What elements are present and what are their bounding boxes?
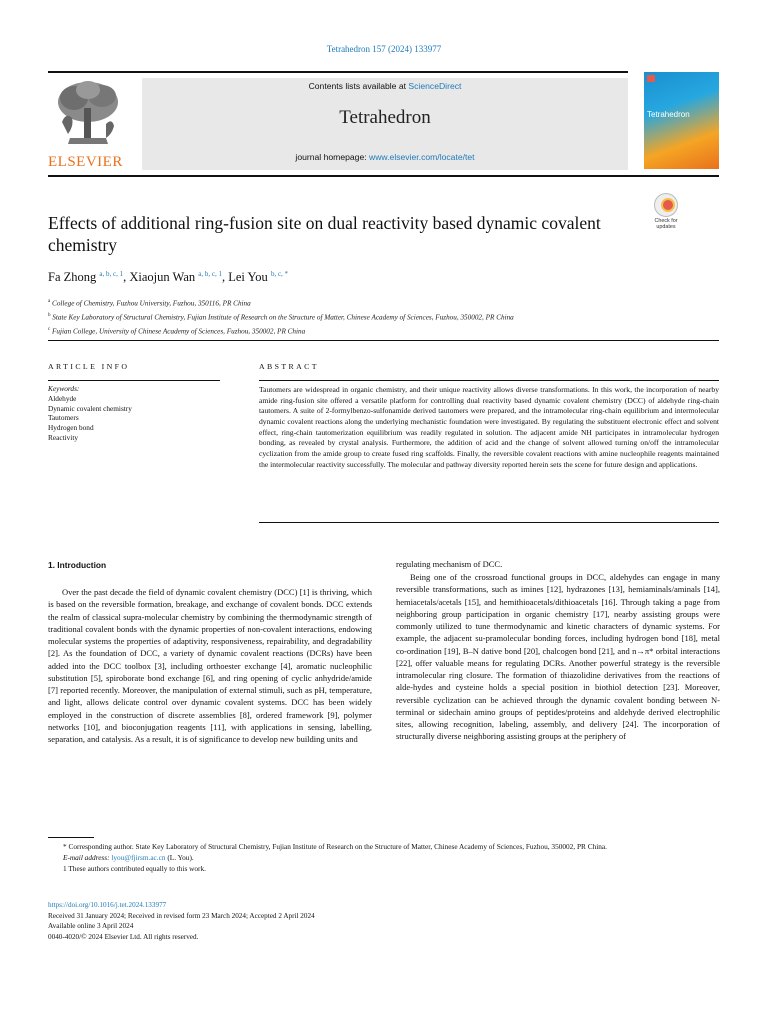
homepage-link[interactable]: www.elsevier.com/locate/tet xyxy=(369,152,475,162)
received-dates: Received 31 January 2024; Received in revised form 23 March 2024; Accepted 2 April 2024 xyxy=(48,911,315,920)
journal-name: Tetrahedron xyxy=(339,107,431,128)
article-info-rule xyxy=(48,380,220,381)
email-link[interactable]: lyou@fjirsm.ac.cn xyxy=(111,852,166,862)
intro-paragraph-2: Being one of the crossroad functional groups in DCC, aldehydes can engage in many reversible transformations, such as imines [12], hydrazones [13], hemiaminals/aminals [14], hemiacetals/acetals [15], and hemithioacetals/dithioacetals [16]. Through taking a page from neighboring group participation in organic chemistry [17], nearby assisting groups were commonly utilized to tune thermodynamic and kinetic characters of dynamic systems. For example, the adjacent su-pramolecular bonding forces, including hydrogen bond [18], metal co-ordination [19], B–N dative bond [20], chalcogen bond [21], and n→π* orbital interactions [22], offer valuable means for regulating DCRs. Another powerful strategy is the reversible intramolecular ring closure. The formation of thiazolidine derivatives from the reactions of alde-hydes and cysteine holds a special position in biothiol detection [23]. Moreover, reversible cyclization can be achieved through the dynamic covalent bonding between N-terminal or sidechain amino groups of peptides/proteins and aldehyde derived electrophilic sites, allowing recognition, labeling, assembly, and delivery [24]. The incorporation of structurally diverse neighboring assisting groups at the periphery of xyxy=(396,572,720,742)
abstract-heading: ABSTRACT xyxy=(259,362,319,371)
email-suffix: (L. You). xyxy=(167,852,194,862)
contents-prefix: Contents lists available at xyxy=(308,81,407,91)
check-for-updates-badge[interactable] xyxy=(646,193,686,229)
check-updates-label: Check for updates xyxy=(654,218,678,230)
equal-contribution-note: 1 These authors contributed equally to this work. xyxy=(63,863,206,873)
sciencedirect-link[interactable]: ScienceDirect xyxy=(408,81,462,91)
affiliation-item: $^b$ State Key Laboratory of Structural Chemistry, Fujian Institute of Research on the Structure of Matter, Chinese Academy of Sciences, Fuzhou, 350002, PR China xyxy=(48,312,514,322)
homepage-label: journal homepage: xyxy=(295,152,367,162)
article-info-top-rule xyxy=(48,340,719,341)
author-name[interactable]: Fa Zhong xyxy=(48,270,97,285)
intro-paragraph-1: Over the past decade the field of dynamic covalent chemistry (DCC) [1] is thriving, which is based on the reversible formation, breakage, and exchange of covalent bonds. DCC extends the realm of classical supra-molecular chemistry by combining the thermodynamic strength of traditional covalent bonds with the dynamic properties of non-covalent interactions, endowing molecular systems the properties of adaptivity, responsiveness, repairability, and degradability [2]. As the foundation of DCC, a variety of dynamic covalent reactions (DCRs) have been added into the DCC toolbox [3], including orthoester exchange [4], aromatic nucleophilic substitution [5], spiroborate bond exchange [6], and ring opening of cyclic anhydride/amide [7] reported recently. Moreover, the manipulation of external stimuli, such as pH, temperature, and light, allows delicate control over dynamic covalent systems. DCC has been widely employed in the construction of discrete assemblies [8], ordered framework [9], polymer networks [10], and bioconjugation reagents [11], with applications in sensing, labelling, separation, and catalysis. As a result, it is of significance to develop new building units and xyxy=(48,587,372,744)
article-title: Effects of additional ring-fusion site on dual reactivity based dynamic covalent chemistry xyxy=(48,213,601,255)
affiliation-item: $^a$ College of Chemistry, Fuzhou University, Fuzhou, 350116, PR China xyxy=(48,299,251,308)
copyright-line: 0040-4020/© 2024 Elsevier Ltd. All rights reserved. xyxy=(48,933,199,942)
author-affiliation-marks[interactable]: a, b, c, 1 xyxy=(198,270,222,278)
article-info-heading: ARTICLE INFO xyxy=(48,362,130,371)
author-name[interactable]: Xiaojun Wan xyxy=(129,270,196,285)
footnotes xyxy=(48,842,720,874)
keyword-item: Reactivity xyxy=(48,432,78,442)
keywords-label: Keywords: xyxy=(48,384,80,393)
elsevier-tree-icon xyxy=(48,78,126,148)
publisher-wordmark: ELSEVIER xyxy=(48,154,123,170)
footnote-rule xyxy=(48,837,94,838)
keyword-item: Aldehyde xyxy=(48,393,77,403)
running-header-citation[interactable]: Tetrahedron 157 (2024) 133977 xyxy=(326,44,442,54)
cover-logo-mark xyxy=(647,75,655,82)
author-list: Fa Zhong $^{a, b, c, 1}$, Xiaojun Wan $^{a, b, c, 1}$, Lei You $^{b, c, *}$ xyxy=(48,270,289,285)
affiliation-list xyxy=(48,296,728,338)
elsevier-logo[interactable] xyxy=(48,78,128,170)
abstract-text: Tautomers are widespread in organic chemistry, and their unique reactivity allows diverse transformations. In this work, the incorporation of nearby amide ring-fusion site offered a versatile platform for controlling dual reactivity based dynamic covalent chemistry (DCC) of aldehyde ring-chain tautomers. A suite of 2-formylbenzo-sulfonamide derived tautomers were prepared, and the intramolecular ring-chain equilibrium and intermolecular dynamic covalent reactions along the underlying mechanistic foundation were investigated. By regulating the substituent electronic effect and solvent effect, ring-chain tautomerization equilibrium was readily regulated in solution. The adjacent amide NH participates in intramolecular hydrogen bonding, as revealed by crystal analysis. Furthermore, the addition of acid and the change of solvent allowed turning on/off the intramolecular cyclization from the amide group to create fused ring scaffolds. Finally, the reversible covalent reactions with amine nucleophile reagents maintained the intermolecular reactivity successfully. The molecular and pathway diversity reported herein sets the scene for future design and applications. xyxy=(259,385,719,469)
section-heading-introduction: 1. Introduction xyxy=(48,560,107,570)
email-note xyxy=(48,853,720,864)
check-updates-icon xyxy=(654,193,678,217)
cover-title: Tetrahedron xyxy=(647,110,690,119)
author-affiliation-marks[interactable]: a, b, c, 1 xyxy=(99,270,124,278)
publication-info xyxy=(48,900,720,943)
body-paragraph xyxy=(48,586,372,745)
doi-link[interactable]: https://doi.org/10.1016/j.tet.2024.133977 xyxy=(48,901,167,909)
journal-cover-thumbnail[interactable] xyxy=(644,72,719,169)
abstract-bottom-rule xyxy=(259,522,719,523)
header-bottom-rule xyxy=(48,175,719,177)
keyword-item: Hydrogen bond xyxy=(48,423,94,433)
email-label: E-mail address: xyxy=(63,852,110,862)
journal-homepage xyxy=(142,152,628,162)
keyword-item: Tautomers xyxy=(48,413,79,423)
author-name[interactable]: Lei You xyxy=(228,270,268,285)
keywords-block xyxy=(48,384,228,443)
header-top-rule xyxy=(48,71,628,73)
abstract-rule xyxy=(259,380,719,381)
body-paragraph-continuation: regulating mechanism of DCC. xyxy=(396,559,503,569)
keyword-item: Dynamic covalent chemistry xyxy=(48,403,132,413)
corresponding-author-note: * Corresponding author. State Key Laboratory of Structural Chemistry, Fujian Institute of Research on the Structure of Matter, Chinese Academy of Sciences, Fuzhou, 350002, PR China. xyxy=(63,842,607,851)
online-date: Available online 3 April 2024 xyxy=(48,922,134,931)
body-paragraph xyxy=(396,571,720,743)
affiliation-item: $^c$ Fujian College, University of Chinese Academy of Sciences, Fuzhou, 350002, PR China xyxy=(48,326,306,336)
author-affiliation-marks[interactable]: b, c, * xyxy=(270,270,289,278)
contents-availability xyxy=(142,81,628,91)
